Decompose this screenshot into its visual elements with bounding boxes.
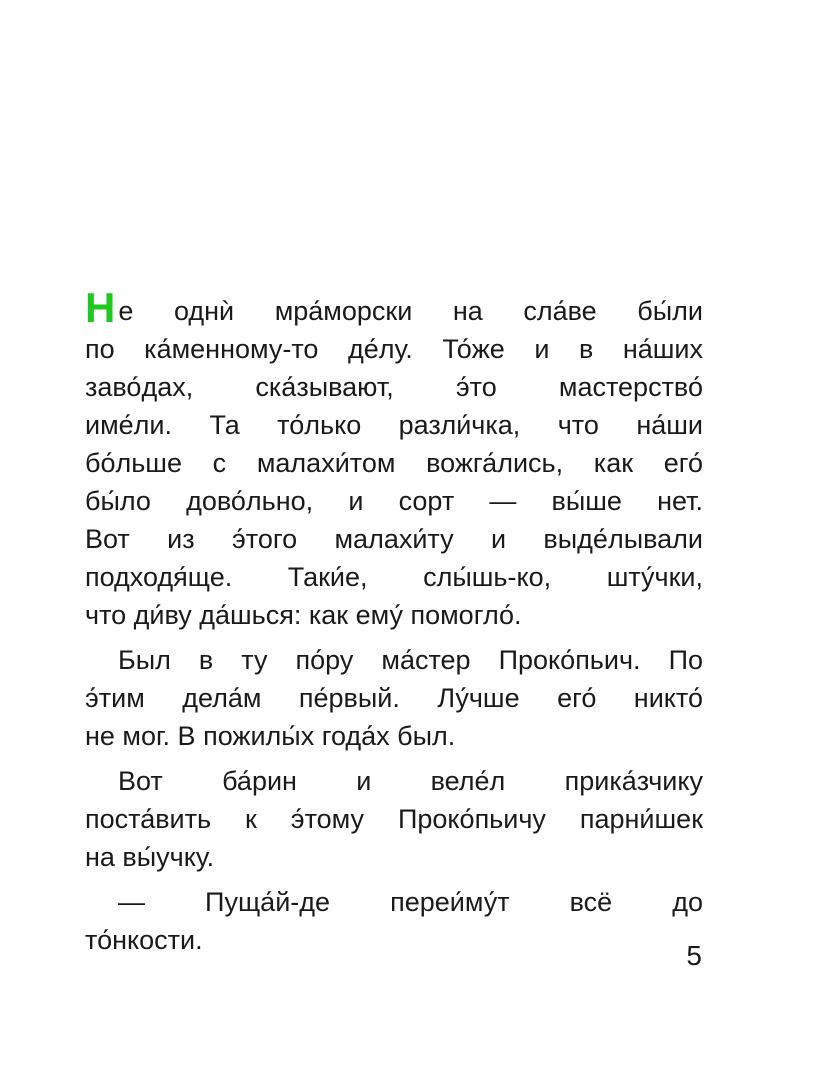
paragraph-2-line: не мог. В пожилы́х года́х был. <box>85 721 456 751</box>
paragraph-1-line: бы́ло дово́льно, и сорт — вы́ше нет. <box>85 486 703 516</box>
first-line-text: е однѝ мра́морски на сла́ве бы́ли <box>118 296 703 326</box>
paragraph-1-line: подходя́ще. Таки́е, слы́шь-ко, шту́чки, <box>85 562 703 592</box>
body-text <box>85 284 703 959</box>
paragraph-3-line: Вот ба́рин и веле́л прика́зчику <box>118 766 703 796</box>
paragraph-2-line: э́тим дела́м пе́рвый. Лу́чше его́ никто́ <box>85 683 703 713</box>
paragraph-1-line: заво́дах, ска́зывают, э́то мастерство́ <box>85 372 703 402</box>
paragraph-1-line: что ди́ву да́шься: как ему́ помогло́. <box>85 600 522 630</box>
paragraph-4-line: — Пуща́й-де переи́му́т всё до <box>118 887 703 917</box>
drop-cap: Н <box>85 284 116 331</box>
paragraph-1-line: Вот из э́того малахи́ту и выде́лывали <box>85 524 703 554</box>
paragraph-2-line: Был в ту по́ру ма́стер Проко́пьич. По <box>118 645 703 675</box>
paragraph-1-line: по ка́менному-то де́лу. То́же и в на́ших <box>85 334 703 364</box>
page-number: 5 <box>686 940 702 971</box>
paragraph-3-line: на вы́учку. <box>85 842 215 872</box>
paragraph-4-line: то́нкости. <box>85 925 203 955</box>
paragraph-1-line-1 <box>85 284 703 331</box>
paragraph-1-line: бо́льше с малахи́том вожга́лись, как его́ <box>85 448 703 478</box>
paragraph-1-line: име́ли. Та то́лько разли́чка, что на́ши <box>85 410 703 440</box>
paragraph-3-line: поста́вить к э́тому Проко́пьичу парни́шек <box>85 804 703 834</box>
